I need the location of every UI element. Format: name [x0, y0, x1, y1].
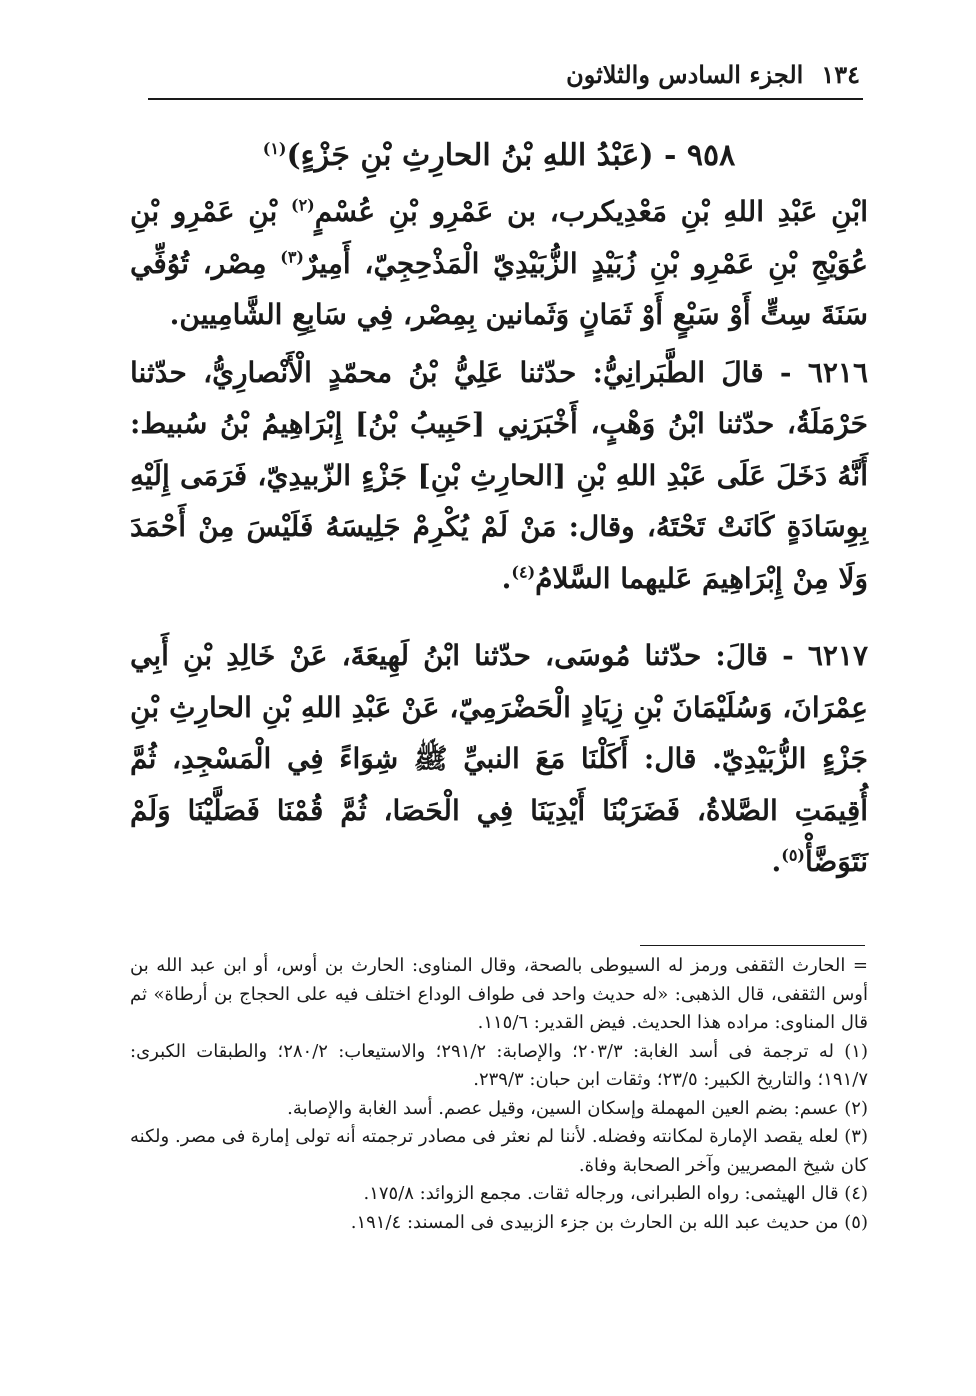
- page-number: ١٣٤: [821, 60, 860, 89]
- note-ref-1: (١): [262, 139, 287, 158]
- header-rule: [148, 98, 863, 100]
- footnote-continued: = الحارث الثقفى ورمز له السيوطى بالصحة، وقال المناوى: الحارث بن أوس، أو ابن عبد الله بن أوس الثقفى، قال الذهبى: «له حديث واحد فى طواف الوداع اختلف فيه على الحجاج بن أرطاة» ثم قال المناوى: مراده هذا الحديث. فيض القدير: ١١٥/٦.: [130, 955, 868, 1033]
- hadith-6216-end: .: [501, 561, 512, 595]
- note-ref-3: (٣): [280, 247, 304, 267]
- bio-text-3: مِصْر، تُوُفِّي سَنَةَ سِتٍّ أَوْ سَبْعٍ أَوْ ثَمَانٍ وَثَمانين بِمِصْر، فِي سَابِعِ الشَّامِيين.: [130, 246, 868, 331]
- main-text: [130, 128, 868, 888]
- hadith-6216-text: ٦٢١٦ - قالَ الطَّبَرانِيُّ: حدّثنا عَلِيُّ بْنُ محمّدٍ الْأَنْصارِيُّ، حدّثنا حَرْمَلَةُ، حدّثنا ابْنُ وَهْبٍ، أَخْبَرَنِي [حَبِيبُ بْنُ] إِبْرَاهِيمُ بْنُ سُبيط: أَنَّهُ دَخَلَ عَلَى عَبْدِ اللهِ بْنِ [الحارِثِ بْنِ] جَزْءٍ الزّبيدِيّ، فَرَمَى إِلَيْهِ بِوِسَادَةٍ كَانَتْ تَحْتَهُ، وقال: مَنْ لَمْ يُكْرِمْ جَلِيسَهُ فَلَيْسَ مِنْ أَحْمَدَ وَلَا مِنْ إِبْرَاهِيمَ عَليهما السَّلامُ: [130, 355, 868, 595]
- footnotes: [130, 952, 868, 1237]
- footnote-4: (٤) قال الهيثمى: رواه الطبرانى، ورجاله ثقات. مجمع الزوائد: ١٧٥/٨.: [363, 1183, 868, 1204]
- running-head: [150, 58, 860, 92]
- entry-title-text: ٩٥٨ - (عَبْدُ اللهِ بْنُ الحارِثِ بْنِ جَزْءٍ): [286, 138, 736, 173]
- note-ref-4: (٤): [511, 562, 536, 582]
- hadith-6216: [130, 347, 868, 605]
- hadith-6217-text: ٦٢١٧ - قالَ: حدّثنا مُوسَى، حدّثنا ابْنُ لَهِيعَةَ، عَنْ خَالِدِ بْنِ أَبِي عِمْرَانَ، وَسُلَيْمَانَ بْنِ زِيَادٍ الْحَضْرَمِيّ، عَنْ عَبْدِ اللهِ بْنِ الحارِثِ بْنِ جَزْءٍ الزُّبَيْدِيّ. قال: أَكَلْنَا مَعَ النبيِّ ﷺ شِوَاءً فِي الْمَسْجِدِ، ثُمَّ أُقِيمَتِ الصَّلاةُ، فَضَرَبْنَا أَيْدِيَنَا فِي الْحَصَا، ثُمَّ قُمْنَا فَصَلَّيْنَا وَلَمْ نَتَوَضَّأْ: [130, 639, 868, 878]
- bio-text-2: بْنِ عَمْرِو بْنِ عُوَيْجِ بْنِ عَمْرِو بْنِ زُبَيْدٍ الزُّبَيْدِيّ الْمَذْحِجِيّ، أَمِيرٌ: [130, 195, 868, 280]
- biography-paragraph: [130, 186, 868, 341]
- footnote-3: (٣) لعله يقصد الإمارة لمكانته وفضله. لأننا لم نعثر فى مصادر ترجمته أنه تولى إمارة فى مصر. ولكنه كان شيخ المصريين وآخر الصحابة وفاة.: [130, 1126, 868, 1176]
- note-ref-2: (٢): [291, 195, 315, 215]
- running-title: الجزء السادس والثلاثون: [566, 60, 804, 89]
- entry-title: [130, 128, 868, 184]
- bio-text-1: ابْنِ عَبْدِ اللهِ بْنِ مَعْدِيكرب، بن عَمْرِو بْنِ عُسْمٍ: [314, 195, 868, 228]
- footnote-5: (٥) من حديث عبد الله بن الحارث بن جزء الزبيدى فى المسند: ١٩١/٤.: [350, 1211, 868, 1233]
- footnote-rule: [640, 945, 865, 946]
- note-ref-5: (٥): [781, 845, 805, 865]
- hadith-6217-end: .: [771, 845, 782, 878]
- footnote-1: (١) له ترجمة فى أسد الغابة: ٢٠٣/٣؛ والإصابة: ٢٩١/٢؛ والاستيعاب: ٢٨٠/٢؛ والطبقات الكبرى: ١٩١/٧؛ والتاريخ الكبير: ٢٣/٥؛ وثقات ابن حبان: ٢٣٩/٣.: [130, 1040, 868, 1090]
- footnote-2: (٢) عسم: بضم العين المهملة وإسكان السين، وقيل عصم. أسد الغابة والإصابة.: [287, 1097, 868, 1119]
- hadith-6217: [130, 630, 868, 888]
